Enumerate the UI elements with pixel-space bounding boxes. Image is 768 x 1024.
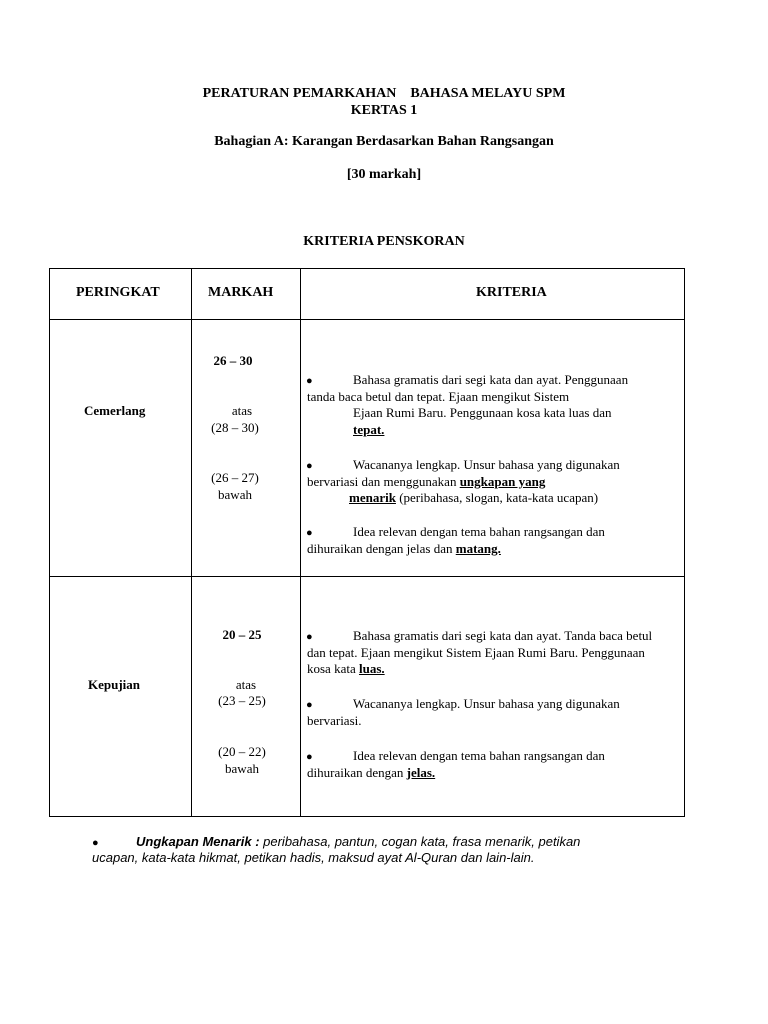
criterion-text: bervariasi.	[307, 712, 362, 728]
header-peringkat: PERINGKAT	[76, 285, 160, 300]
criterion-text: Ejaan Rumi Baru. Penggunaan kosa kata luas dan	[353, 405, 612, 420]
bullet-icon: ●	[306, 375, 313, 387]
criterion-text: dihuraikan dengan	[307, 764, 407, 780]
footnote-text: ucapan, kata-kata hikmat, petikan hadis, maksud ayat Al-Quran dan lain-lain.	[92, 850, 535, 865]
footnote-label: Ungkapan Menarik :	[136, 834, 260, 849]
document-title: PERATURAN PEMARKAHAN BAHASA MELAYU SPM	[202, 86, 566, 101]
total-marks: [30 markah]	[346, 167, 422, 182]
mark-range: 26 – 30	[213, 353, 253, 368]
upper-range: (23 – 25)	[218, 693, 266, 708]
criterion-text: Wacananya lengkap. Unsur bahasa yang digunakan	[353, 457, 620, 472]
table-border-left	[49, 268, 50, 817]
criterion-keyword: menarik	[349, 490, 396, 505]
criterion-keyword: tepat.	[353, 421, 385, 437]
header-markah: MARKAH	[208, 285, 274, 300]
upper-label: atas	[235, 677, 257, 692]
header-kriteria: KRITERIA	[476, 285, 547, 300]
criterion-text: Bahasa gramatis dari segi kata dan ayat. Penggunaan	[353, 372, 629, 387]
mark-range: 20 – 25	[222, 627, 262, 642]
criterion-3	[306, 696, 684, 732]
criterion-keyword: jelas.	[406, 764, 436, 780]
bullet-icon: ●	[306, 527, 313, 539]
bullet-icon: ●	[306, 699, 313, 711]
criterion-4	[306, 524, 684, 560]
level-label: Kepujian	[88, 677, 141, 692]
lower-range: (20 – 22)	[218, 744, 266, 759]
criterion-text: tanda baca betul dan tepat. Ejaan mengikut Sistem	[307, 388, 570, 404]
criterion-2	[306, 628, 684, 680]
table-border-top	[49, 268, 685, 269]
criterion-text: (peribahasa, slogan, kata-kata ucapan)	[395, 490, 599, 505]
criterion-text: Bahasa gramatis dari segi kata dan ayat. Tanda baca betul	[353, 628, 653, 643]
criterion-2	[306, 372, 684, 440]
criterion-text: Wacananya lengkap. Unsur bahasa yang digunakan	[353, 696, 620, 711]
table-header-divider	[49, 319, 685, 320]
table-row-divider	[49, 576, 685, 577]
criterion-keyword: luas.	[358, 661, 385, 676]
lower-range: (26 – 27)	[211, 470, 259, 485]
bullet-icon: ●	[92, 837, 99, 849]
criterion-text: kosa kata	[307, 661, 359, 676]
criterion-text: dan tepat. Ejaan mengikut Sistem Ejaan Rumi Baru. Penggunaan	[307, 644, 645, 660]
criterion-3	[306, 457, 684, 509]
criterion-4	[306, 748, 684, 784]
lower-label: bawah	[225, 761, 259, 776]
lower-label: bawah	[218, 487, 252, 502]
criteria-heading: KRITERIA PENSKORAN	[303, 234, 465, 249]
bullet-icon: ●	[306, 631, 313, 643]
document-subtitle: KERTAS 1	[350, 103, 418, 118]
criterion-text: Idea relevan dengan tema bahan rangsangan dan	[353, 524, 605, 539]
criterion-text: dihuraikan dengan jelas dan	[307, 540, 456, 556]
criterion-text: bervariasi dan menggunakan	[307, 473, 460, 489]
table-border-bottom	[49, 816, 685, 817]
criterion-keyword: matang.	[455, 540, 501, 556]
bullet-icon: ●	[306, 460, 313, 472]
footnote-text: peribahasa, pantun, cogan kata, frasa menarik, petikan	[259, 834, 581, 849]
section-heading: Bahagian A: Karangan Berdasarkan Bahan Rangsangan	[214, 134, 554, 149]
bullet-icon: ●	[306, 751, 313, 763]
upper-label: atas	[231, 403, 253, 418]
table-border-right	[684, 268, 685, 817]
table-divider-2	[300, 268, 301, 817]
upper-range: (28 – 30)	[211, 420, 259, 435]
table-divider-1	[191, 268, 192, 817]
level-label: Cemerlang	[84, 403, 146, 418]
criterion-text: Idea relevan dengan tema bahan rangsangan dan	[353, 748, 605, 763]
criterion-keyword: ungkapan yang	[459, 473, 546, 489]
